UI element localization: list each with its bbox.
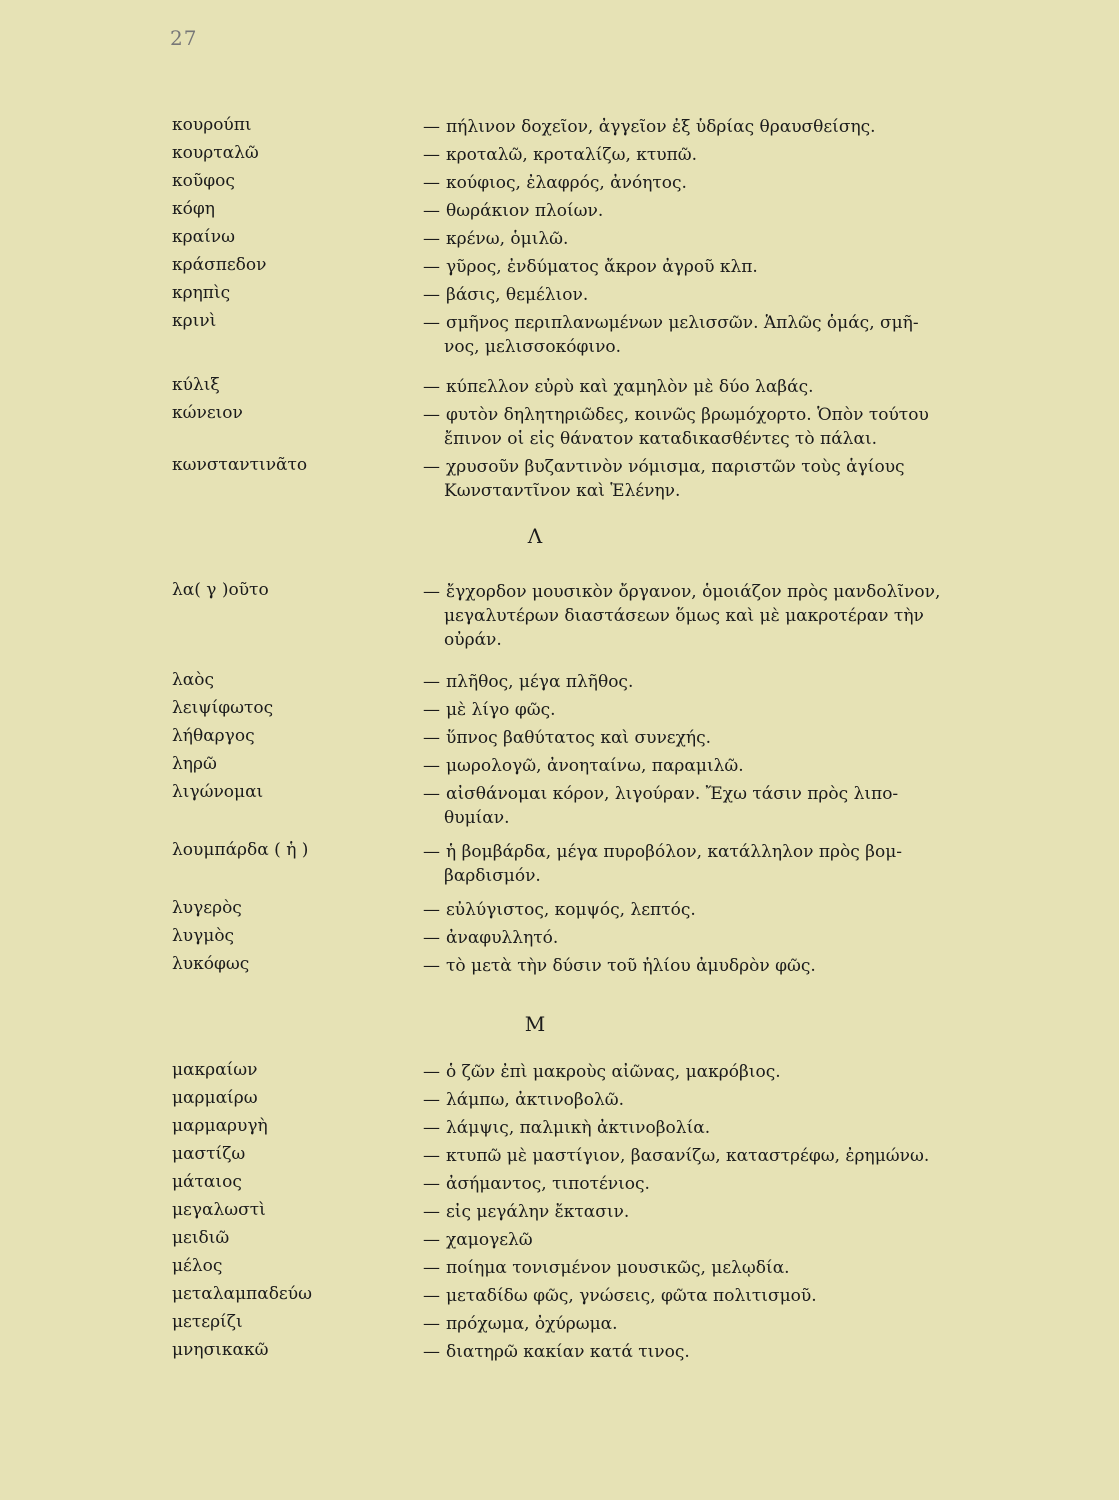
definition-line: εὐλύγιστος, κομψός, λεπτός. — [446, 900, 696, 920]
em-dash: — — [423, 728, 440, 748]
entry-definition — [423, 926, 1023, 950]
entry-term: λιγώνομαι — [172, 782, 264, 802]
entry-definition — [423, 255, 1023, 279]
entry-definition — [423, 1228, 1023, 1252]
entry-term: κώνειον — [172, 403, 243, 423]
definition-line: κούφιος, ἐλαφρός, ἀνόητος. — [446, 173, 687, 193]
entry-term: λα( γ )οῦτο — [172, 580, 269, 600]
definition-line: πήλινον δοχεῖον, ἀγγεῖον ἐξ ὑδρίας θραυσθείσης. — [446, 117, 876, 137]
em-dash: — — [423, 201, 440, 221]
entry-definition — [423, 898, 1023, 922]
entry-definition — [423, 670, 1023, 694]
entry-term: μειδιῶ — [172, 1228, 230, 1248]
definition-line: ἀναφυλλητό. — [446, 928, 559, 948]
em-dash: — — [423, 229, 440, 249]
entry-term: λαὸς — [172, 670, 215, 690]
definition-line: κρένω, ὁμιλῶ. — [446, 229, 569, 249]
entry-definition — [423, 782, 1023, 830]
entry-definition — [423, 1312, 1023, 1336]
em-dash: — — [423, 700, 440, 720]
em-dash: — — [423, 1202, 440, 1222]
em-dash: — — [423, 457, 440, 477]
definition-line: ὁ ζῶν ἐπὶ μακροὺς αἰῶνας, μακρόβιος. — [446, 1062, 781, 1082]
entry-definition — [423, 375, 1023, 399]
em-dash: — — [423, 145, 440, 165]
entry-definition — [423, 171, 1023, 195]
definition-line: πλῆθος, μέγα πλῆθος. — [446, 672, 634, 692]
em-dash: — — [423, 956, 440, 976]
definition-line: ὕπνος βαθύτατος καὶ συνεχής. — [446, 728, 711, 748]
entry-definition — [423, 1284, 1023, 1308]
em-dash: — — [423, 117, 440, 137]
entry-definition — [423, 1256, 1023, 1280]
entry-definition — [423, 227, 1023, 251]
definition-line: μεγαλυτέρων διαστάσεων ὅμως καὶ μὲ μακροτέραν τὴν — [444, 606, 924, 626]
em-dash: — — [423, 173, 440, 193]
entry-term: ληρῶ — [172, 754, 217, 774]
entry-definition — [423, 403, 1023, 451]
entry-definition — [423, 954, 1023, 978]
em-dash: — — [423, 1314, 440, 1334]
entry-term: μεταλαμπαδεύω — [172, 1284, 312, 1304]
entry-definition — [423, 199, 1023, 223]
definition-line: βάσις, θεμέλιον. — [446, 285, 589, 305]
entry-term: κραίνω — [172, 227, 235, 247]
entry-term: κοῦφος — [172, 171, 235, 191]
entry-term: κωνσταντινᾶτο — [172, 455, 308, 475]
entry-term: λειψίφωτος — [172, 698, 274, 718]
entry-definition — [423, 580, 1023, 652]
em-dash: — — [423, 405, 440, 425]
entry-definition — [423, 840, 1023, 888]
entry-term: μαρμαρυγὴ — [172, 1116, 268, 1136]
entry-definition — [423, 1200, 1023, 1224]
entry-definition — [423, 143, 1023, 167]
entry-definition — [423, 1144, 1023, 1168]
em-dash: — — [423, 1146, 440, 1166]
entry-definition — [423, 698, 1023, 722]
entry-definition — [423, 1088, 1023, 1112]
entry-term: λυγμὸς — [172, 926, 235, 946]
em-dash: — — [423, 313, 440, 333]
definition-line: μεταδίδω φῶς, γνώσεις, φῶτα πολιτισμοῦ. — [446, 1286, 817, 1306]
em-dash: — — [423, 900, 440, 920]
entry-term: μάταιος — [172, 1172, 242, 1192]
entry-definition — [423, 1172, 1023, 1196]
definition-line: θυμίαν. — [444, 808, 510, 828]
entry-term: κρηπὶς — [172, 283, 231, 303]
entry-definition — [423, 1060, 1023, 1084]
definition-line: ποίημα τονισμένον μουσικῶς, μελῳδία. — [446, 1258, 790, 1278]
em-dash: — — [423, 377, 440, 397]
entry-term: κουρταλῶ — [172, 143, 259, 163]
em-dash: — — [423, 672, 440, 692]
entry-term: μεγαλωστὶ — [172, 1200, 266, 1220]
entry-term: λουμπάρδα ( ἡ ) — [172, 840, 309, 860]
em-dash: — — [423, 285, 440, 305]
definition-line: τὸ μετὰ τὴν δύσιν τοῦ ἡλίου ἀμυδρὸν φῶς. — [446, 956, 816, 976]
section-letter: Μ — [524, 1012, 546, 1036]
definition-line: Κωνσταντῖνον καὶ Ἑλένην. — [444, 481, 681, 501]
em-dash: — — [423, 784, 440, 804]
definition-line: ἔγχορδον μουσικὸν ὄργανον, ὁμοιάζον πρὸς μανδολῖνον, — [446, 582, 941, 602]
definition-line: γῦρος, ἐνδύματος ἄκρον ἀγροῦ κλπ. — [446, 257, 758, 277]
em-dash: — — [423, 1286, 440, 1306]
entry-definition — [423, 754, 1023, 778]
entry-term: κύλιξ — [172, 375, 220, 395]
entry-definition — [423, 726, 1023, 750]
definition-line: χρυσοῦν βυζαντινὸν νόμισμα, παριστῶν τοὺς ἁγίους — [446, 457, 905, 477]
em-dash: — — [423, 1090, 440, 1110]
definition-line: φυτὸν δηλητηριῶδες, κοινῶς βρωμόχορτο. Ὁπὸν τούτου — [446, 405, 929, 425]
section-letter: Λ — [527, 524, 543, 548]
entry-definition — [423, 1116, 1023, 1140]
entry-definition — [423, 455, 1023, 503]
entry-term: μακραίων — [172, 1060, 258, 1080]
definition-line: κύπελλον εὐρὺ καὶ χαμηλὸν μὲ δύο λαβάς. — [446, 377, 814, 397]
entry-term: μνησικακῶ — [172, 1340, 269, 1360]
em-dash: — — [423, 928, 440, 948]
definition-line: κτυπῶ μὲ μαστίγιον, βασανίζω, καταστρέφω, ἐρημώνω. — [446, 1146, 930, 1166]
definition-line: αἰσθάνομαι κόρον, λιγούραν. Ἔχω τάσιν πρὸς λιπο- — [446, 784, 899, 804]
definition-line: βαρδισμόν. — [444, 866, 541, 886]
definition-line: οὐράν. — [444, 630, 502, 650]
definition-line: διατηρῶ κακίαν κατά τινος. — [446, 1342, 690, 1362]
definition-line: λάμπω, ἀκτινοβολῶ. — [446, 1090, 624, 1110]
em-dash: — — [423, 582, 440, 602]
em-dash: — — [423, 1258, 440, 1278]
entry-term: μέλος — [172, 1256, 223, 1276]
entry-term: κόφη — [172, 199, 215, 219]
entry-definition — [423, 283, 1023, 307]
entry-definition — [423, 311, 1023, 359]
definition-line: νος, μελισσοκόφινο. — [444, 337, 622, 357]
em-dash: — — [423, 1062, 440, 1082]
definition-line: ἔπινον οἱ εἰς θάνατον καταδικασθέντες τὸ πάλαι. — [444, 429, 878, 449]
definition-line: εἰς μεγάλην ἔκτασιν. — [446, 1202, 630, 1222]
definition-line: κροταλῶ, κροταλίζω, κτυπῶ. — [446, 145, 698, 165]
em-dash: — — [423, 1342, 440, 1362]
entry-term: λυκόφως — [172, 954, 250, 974]
em-dash: — — [423, 257, 440, 277]
entry-term: μαρμαίρω — [172, 1088, 258, 1108]
definition-line: μὲ λίγο φῶς. — [446, 700, 556, 720]
entry-term: λήθαργος — [172, 726, 255, 746]
definition-line: σμῆνος περιπλανωμένων μελισσῶν. Ἁπλῶς ὁμάς, σμῆ- — [446, 313, 919, 333]
em-dash: — — [423, 756, 440, 776]
definition-line: πρόχωμα, ὀχύρωμα. — [446, 1314, 618, 1334]
entry-definition — [423, 115, 1023, 139]
definition-line: θωράκιον πλοίων. — [446, 201, 604, 221]
entry-term: κράσπεδον — [172, 255, 267, 275]
entry-term: κρινὶ — [172, 311, 217, 331]
entry-term: μαστίζω — [172, 1144, 246, 1164]
em-dash: — — [423, 1118, 440, 1138]
entry-definition — [423, 1340, 1023, 1364]
em-dash: — — [423, 1174, 440, 1194]
page-number: 27 — [170, 26, 198, 50]
definition-line: ἡ βομβάρδα, μέγα πυροβόλον, κατάλληλον πρὸς βομ- — [446, 842, 903, 862]
em-dash: — — [423, 842, 440, 862]
definition-line: ἀσήμαντος, τιποτένιος. — [446, 1174, 650, 1194]
definition-line: μωρολογῶ, ἀνοηταίνω, παραμιλῶ. — [446, 756, 744, 776]
entry-term: κουρούπι — [172, 115, 252, 135]
em-dash: — — [423, 1230, 440, 1250]
entry-term: λυγερὸς — [172, 898, 242, 918]
definition-line: χαμογελῶ — [446, 1230, 533, 1250]
entry-term: μετερίζι — [172, 1312, 243, 1332]
definition-line: λάμψις, παλμικὴ ἀκτινοβολία. — [446, 1118, 711, 1138]
